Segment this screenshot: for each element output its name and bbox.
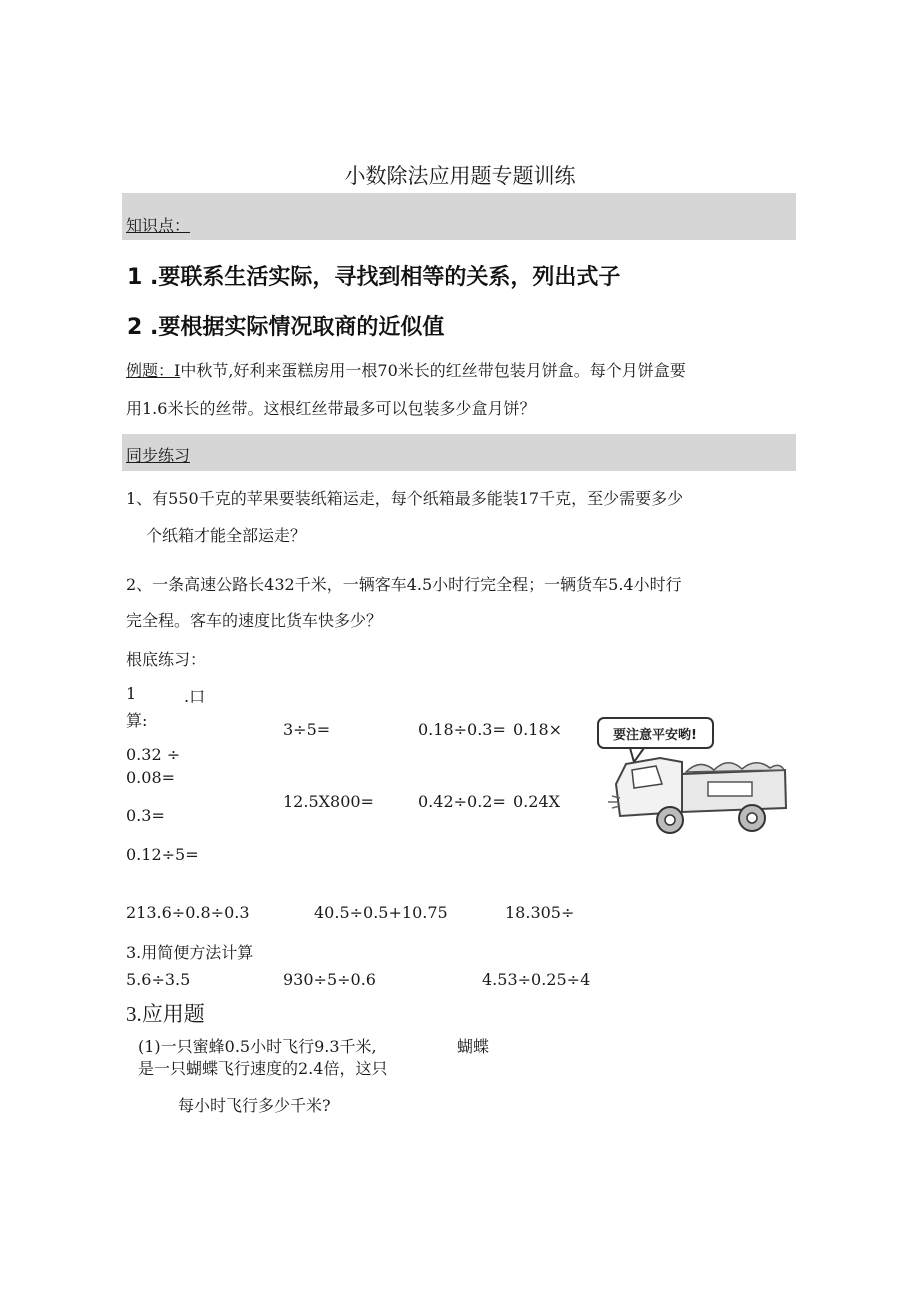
- truck-sign: 要注意平安哟!: [613, 728, 697, 743]
- expr: 213.6÷0.8÷0.3: [126, 903, 250, 922]
- applied-header: 3.应用题: [126, 1002, 205, 1026]
- sync-q2-line-2: 完全程。客车的速度比货车快多少？: [126, 611, 383, 630]
- example-label: 例题：I: [126, 361, 181, 380]
- simple-header: 3.用简便方法计算: [126, 943, 254, 962]
- example-text-2: 用1.6米长的丝带。这根红丝带最多可以包装多少盒月饼？: [126, 399, 536, 418]
- simple-expr: 4.53÷0.25÷4: [482, 970, 591, 989]
- expr: 40.5÷0.5+10.75: [314, 903, 448, 922]
- expr: 18.305÷: [505, 903, 575, 922]
- expr: 0.3=: [126, 806, 165, 825]
- calc-label: 算:: [126, 711, 148, 730]
- expr: 12.5X800=: [283, 792, 374, 811]
- applied-line-2: 是一只蝴蝶飞行速度的2.4倍，这只: [138, 1059, 388, 1078]
- sync-band: [122, 434, 796, 471]
- expr: 0.08=: [126, 768, 176, 787]
- applied-line-3: 每小时飞行多少千米?: [178, 1096, 331, 1115]
- expr: 0.32 ÷: [126, 745, 181, 764]
- applied-line-1a: (1)一只蜜蜂0.5小时飞行9.3千米,: [138, 1037, 377, 1056]
- truck-illustration: [590, 712, 795, 840]
- sync-q1-line-2: 个纸箱才能全部运走？: [146, 526, 307, 545]
- expr: 0.12÷5=: [126, 845, 199, 864]
- basic-header: 根底练习：: [126, 650, 207, 669]
- simple-expr: 930÷5÷0.6: [283, 970, 376, 989]
- expr: 0.18×: [513, 720, 563, 739]
- expr: 0.42÷0.2=: [418, 792, 506, 811]
- knowledge-point-2: 2 .要根据实际情况取商的近似值: [127, 315, 445, 340]
- simple-expr: 5.6÷3.5: [126, 970, 191, 989]
- sync-q2-line-1: 2、一条高速公路长432千米，一辆客车4.5小时行完全程；一辆货车5.4小时行: [126, 575, 682, 594]
- expr: 3÷5=: [283, 720, 331, 739]
- sync-header: 同步练习: [126, 446, 191, 465]
- expr: 0.24X: [513, 792, 561, 811]
- knowledge-point-1: 1 .要联系生活实际，寻找到相等的关系，列出式子: [127, 265, 621, 290]
- expr: 0.18÷0.3=: [418, 720, 506, 739]
- truck-icon: [590, 712, 795, 840]
- knowledge-band: [122, 193, 796, 240]
- basic-num-1-rest: .口: [184, 687, 206, 706]
- knowledge-header: 知识点：: [126, 216, 191, 235]
- applied-line-1b: 蝴蝶: [457, 1037, 490, 1056]
- example-text-1: 中秋节,好利来蛋糕房用一根70米长的红丝带包装月饼盒。每个月饼盒要: [180, 361, 686, 380]
- example-line-1: [126, 358, 686, 381]
- page-title: 小数除法应用题专题训练: [344, 164, 576, 188]
- basic-num-1: 1: [126, 684, 137, 703]
- sync-q1-line-1: 1、有550千克的苹果要装纸箱运走，每个纸箱最多能装17千克，至少需要多少: [126, 489, 684, 508]
